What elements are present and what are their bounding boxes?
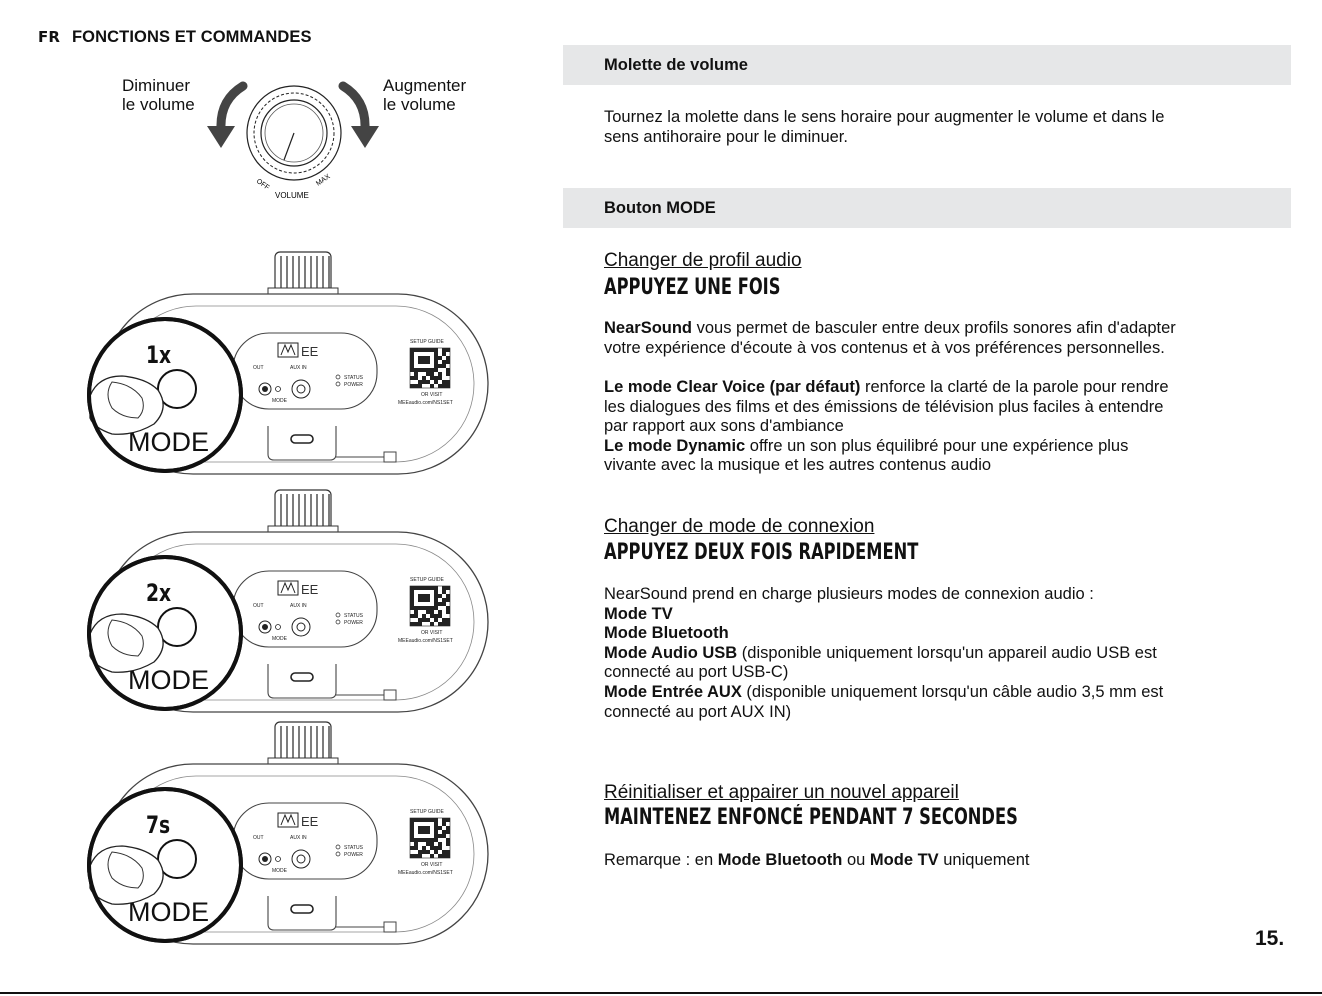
svg-text:OR VISIT: OR VISIT <box>421 630 443 636</box>
connection-paragraph: NearSound prend en charge plusieurs modes de connexion audio : Mode TV Mode Bluetooth Mode Audio USB (disponible uniquement lorsqu'un appareil audio USB est connecté au port USB-C) Mode Entrée AUX (disponible uniquement lorsqu'un câble audio 3,5 mm est connecté au port AUX IN) <box>604 585 1164 721</box>
svg-text:POWER: POWER <box>344 852 363 858</box>
svg-text:AUX IN: AUX IN <box>290 835 307 841</box>
svg-text:MEEaudio.com/NS1SET: MEEaudio.com/NS1SET <box>398 400 453 406</box>
svg-text:OR VISIT: OR VISIT <box>421 862 443 868</box>
svg-text:OUT: OUT <box>253 835 264 841</box>
mode-label: MODE <box>128 427 209 457</box>
svg-text:MODE: MODE <box>272 636 287 642</box>
page-number: 15. <box>1255 927 1285 950</box>
brand-logo: EE <box>301 582 319 597</box>
connection-action: APPUYEZ DEUX FOIS RAPIDEMENT <box>604 540 919 565</box>
svg-text:STATUS: STATUS <box>344 845 363 851</box>
profile-paragraph-2: Le mode Clear Voice (par défaut) renforce la clarté de la parole pour rendre les dialogues des films et des émissions de télévision plus faciles à entendre par rapport aux sons d'ambiance Le mode Dynamic offre un son plus équilibré pour une expérience plus vivante avec la musique et les autres contenus audio <box>604 378 1169 475</box>
device-illustration-3 <box>88 718 492 958</box>
step-badge: 2x <box>146 579 172 608</box>
section-title-volume: Molette de volume <box>604 56 748 74</box>
decrease-line-1: Diminuer <box>122 76 191 95</box>
svg-text:MODE: MODE <box>272 868 287 874</box>
section-title-mode: Bouton MODE <box>604 199 716 217</box>
svg-text:SETUP GUIDE: SETUP GUIDE <box>410 339 444 345</box>
mode-label: MODE <box>128 665 209 695</box>
svg-text:OUT: OUT <box>253 603 264 609</box>
mode-label: MODE <box>128 897 209 927</box>
ccw-arrow-icon <box>221 86 243 128</box>
svg-text:MODE: MODE <box>272 398 287 404</box>
increase-volume-label <box>383 76 466 114</box>
cw-arrow-icon <box>343 86 365 128</box>
max-label: MAX <box>315 173 332 188</box>
decrease-line-2: le volume <box>122 95 195 114</box>
off-label: OFF <box>254 177 271 192</box>
device-illustration-2 <box>88 486 492 726</box>
cw-arrow-head-icon <box>351 126 379 148</box>
page-title: FONCTIONS ET COMMANDES <box>72 28 312 46</box>
svg-text:SETUP GUIDE: SETUP GUIDE <box>410 577 444 583</box>
ccw-arrow-head-icon <box>207 126 235 148</box>
svg-text:OUT: OUT <box>253 365 264 371</box>
volume-knob-illustration <box>200 78 390 208</box>
svg-text:OR VISIT: OR VISIT <box>421 392 443 398</box>
step-badge: 7s <box>146 811 171 840</box>
reset-heading: Réinitialiser et appairer un nouvel appareil <box>604 782 959 803</box>
reset-action: MAINTENEZ ENFONCÉ PENDANT 7 SECONDES <box>604 805 1018 830</box>
increase-line-2: le volume <box>383 95 456 114</box>
decrease-volume-label <box>122 76 195 114</box>
language-code: FR <box>38 28 60 46</box>
svg-text:AUX IN: AUX IN <box>290 365 307 371</box>
reset-note: Remarque : en Mode Bluetooth ou Mode TV uniquement <box>604 851 1030 869</box>
svg-text:MEEaudio.com/NS1SET: MEEaudio.com/NS1SET <box>398 870 453 876</box>
volume-label: VOLUME <box>275 191 309 200</box>
brand-logo: EE <box>301 344 319 359</box>
profile-heading: Changer de profil audio <box>604 250 802 271</box>
profile-action: APPUYEZ UNE FOIS <box>604 275 781 300</box>
svg-text:STATUS: STATUS <box>344 375 363 381</box>
page-header <box>38 28 312 47</box>
svg-text:SETUP GUIDE: SETUP GUIDE <box>410 809 444 815</box>
svg-text:POWER: POWER <box>344 620 363 626</box>
connection-heading: Changer de mode de connexion <box>604 516 875 537</box>
bottom-rule <box>0 992 1322 994</box>
brand-logo: EE <box>301 814 319 829</box>
increase-line-1: Augmenter <box>383 76 467 95</box>
profile-paragraph-1: NearSound vous permet de basculer entre deux profils sonores afin d'adapter votre expérience d'écoute à vos contenus et à vos préférences personnelles. <box>604 319 1176 357</box>
step-badge: 1x <box>146 341 172 370</box>
svg-text:POWER: POWER <box>344 382 363 388</box>
volume-description: Tournez la molette dans le sens horaire pour augmenter le volume et dans le sens antihoraire pour le diminuer. <box>604 108 1165 146</box>
svg-text:MEEaudio.com/NS1SET: MEEaudio.com/NS1SET <box>398 638 453 644</box>
device-illustration-1 <box>88 248 492 488</box>
section-bar-volume <box>563 45 1291 85</box>
svg-text:AUX IN: AUX IN <box>290 603 307 609</box>
section-bar-mode <box>563 188 1291 228</box>
svg-text:STATUS: STATUS <box>344 613 363 619</box>
